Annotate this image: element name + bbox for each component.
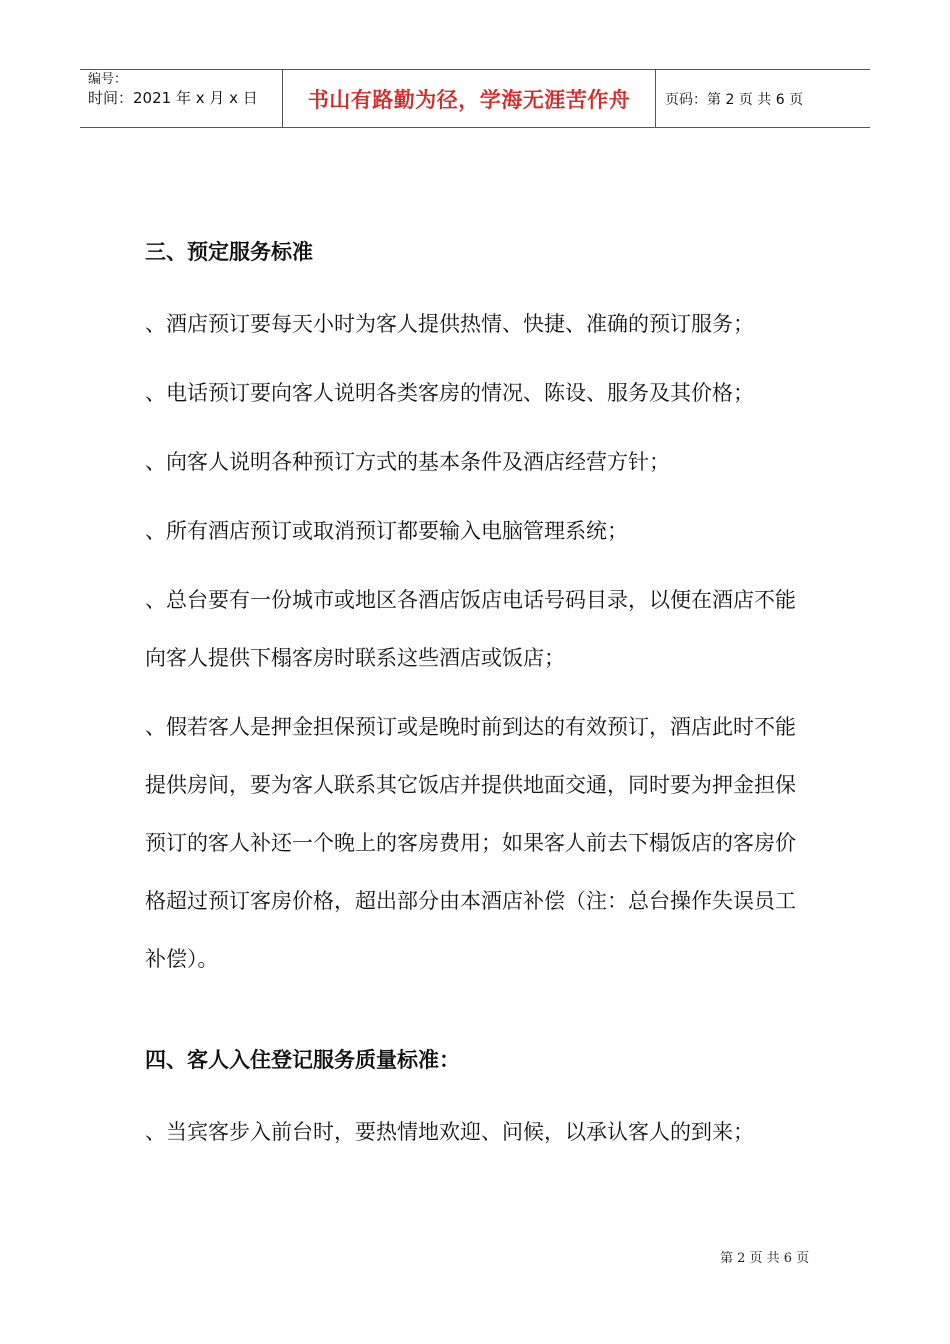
page-footer: 第 2 页 共 6 页 <box>720 1251 810 1266</box>
header-left-cell <box>80 70 282 127</box>
list-item: 、假若客人是押金担保预订或是晚时前到达的有效预订，酒店此时不能提供房间，要为客人联系其它饭店并提供地面交通，同时要为押金担保预订的客人补还一个晚上的客房费用；如果客人前去下榻饭店的客房价格超过预订客房价格，超出部分由本酒店补偿（注：总台操作失误员工补偿）。 <box>145 715 796 971</box>
list-item: 、总台要有一份城市或地区各酒店饭店电话号码目录，以便在酒店不能向客人提供下榻客房时联系这些酒店或饭店； <box>145 588 796 670</box>
list-item: 、向客人说明各种预订方式的基本条件及酒店经营方针； <box>145 450 670 474</box>
list-item: 、所有酒店预订或取消预订都要输入电脑管理系统； <box>145 519 628 543</box>
header-page-info: 页码：第 2 页 共 6 页 <box>665 91 804 108</box>
document-body <box>145 226 815 1161</box>
section-heading-checkin: 四、客人入住登记服务质量标准： <box>145 1048 460 1072</box>
list-item: 、当宾客步入前台时，要热情地欢迎、问候，以承认客人的到来； <box>145 1120 754 1144</box>
header-right-cell <box>656 70 870 127</box>
document-date: 时间：2021 年 x 月 x 日 <box>88 89 258 107</box>
header-motto: 书山有路勤为径，学海无涯苦作舟 <box>307 87 631 112</box>
document-number-label: 编号： <box>88 72 128 87</box>
page-header <box>80 69 870 128</box>
header-middle-cell <box>282 70 656 127</box>
section-heading-reservation: 三、预定服务标准 <box>145 240 313 264</box>
list-item: 、酒店预订要每天小时为客人提供热情、快捷、准确的预订服务； <box>145 312 754 336</box>
list-item: 、电话预订要向客人说明各类客房的情况、陈设、服务及其价格； <box>145 381 754 405</box>
